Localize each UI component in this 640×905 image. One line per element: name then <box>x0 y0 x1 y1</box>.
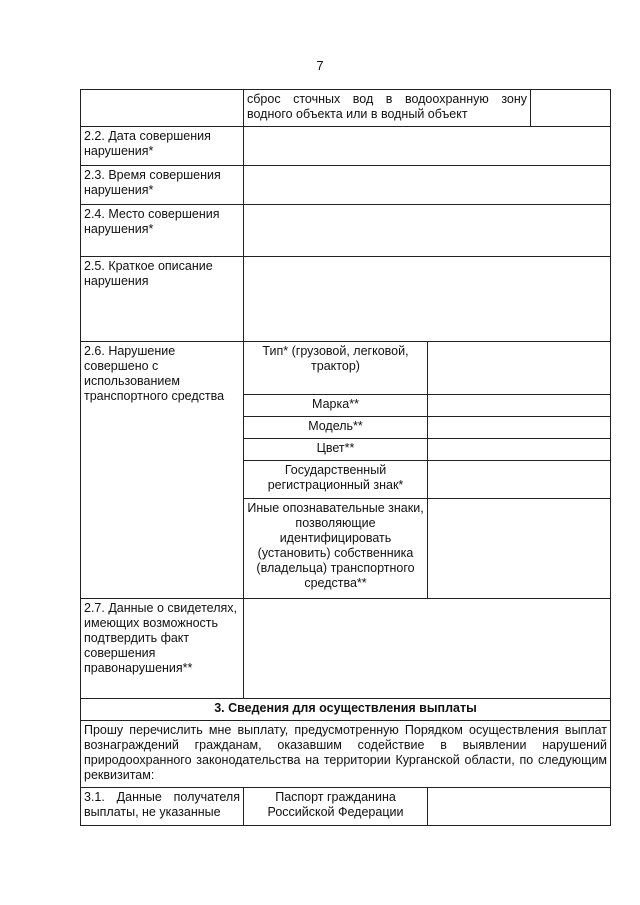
description-label: 2.5. Краткое описание нарушения <box>81 257 244 342</box>
time-input[interactable] <box>244 166 611 205</box>
vehicle-type-input[interactable] <box>428 342 611 395</box>
place-label: 2.4. Место совершения нарушения* <box>81 205 244 257</box>
passport-input[interactable] <box>428 788 611 826</box>
row-witnesses <box>81 599 611 699</box>
report-form-table <box>80 89 611 826</box>
vehicle-plate-label: Государственный регистрационный знак* <box>244 461 428 499</box>
vehicle-label: 2.6. Нарушение совершено с использованием транспортного средства <box>81 342 244 599</box>
witnesses-label: 2.7. Данные о свидетелях, имеющих возможность подтвердить факт совершения правонарушения** <box>81 599 244 699</box>
vehicle-brand-label: Марка** <box>244 395 428 417</box>
row-section3-request <box>81 721 611 788</box>
continued-row <box>81 90 611 127</box>
vehicle-brand-input[interactable] <box>428 395 611 417</box>
description-input[interactable] <box>244 257 611 342</box>
continued-text: сброс сточных вод в водоохранную зону водного объекта или в водный объект <box>244 90 531 127</box>
row-vehicle-type <box>81 342 611 395</box>
place-input[interactable] <box>244 205 611 257</box>
witnesses-input[interactable] <box>244 599 611 699</box>
vehicle-plate-input[interactable] <box>428 461 611 499</box>
vehicle-other-label: Иные опознавательные знаки, позволяющие идентифицировать (установить) собственника (владельца) транспортного средства** <box>244 499 428 599</box>
vehicle-color-label: Цвет** <box>244 439 428 461</box>
recipient-label: 3.1. Данные получателя выплаты, не указанные <box>81 788 244 826</box>
vehicle-model-label: Модель** <box>244 417 428 439</box>
row-section3-title <box>81 699 611 721</box>
row-place <box>81 205 611 257</box>
section3-title: 3. Сведения для осуществления выплаты <box>81 699 611 721</box>
vehicle-other-input[interactable] <box>428 499 611 599</box>
vehicle-model-input[interactable] <box>428 417 611 439</box>
page-number: 7 <box>316 58 324 73</box>
date-label: 2.2. Дата совершения нарушения* <box>81 127 244 166</box>
continued-input-cell[interactable] <box>531 90 611 127</box>
empty-label-cell <box>81 90 244 127</box>
row-description <box>81 257 611 342</box>
row-date <box>81 127 611 166</box>
date-input[interactable] <box>244 127 611 166</box>
section3-request-text: Прошу перечислить мне выплату, предусмотренную Порядком осуществления выплат вознаграждений гражданам, оказавшим содействие в выявлении нарушений природоохранного законодательства на территории Курганской области, по следующим реквизитам: <box>81 721 611 788</box>
vehicle-type-label: Тип* (грузовой, легковой, трактор) <box>244 342 428 395</box>
row-recipient <box>81 788 611 826</box>
row-time <box>81 166 611 205</box>
passport-label: Паспорт гражданина Российской Федерации <box>244 788 428 826</box>
vehicle-color-input[interactable] <box>428 439 611 461</box>
time-label: 2.3. Время совершения нарушения* <box>81 166 244 205</box>
